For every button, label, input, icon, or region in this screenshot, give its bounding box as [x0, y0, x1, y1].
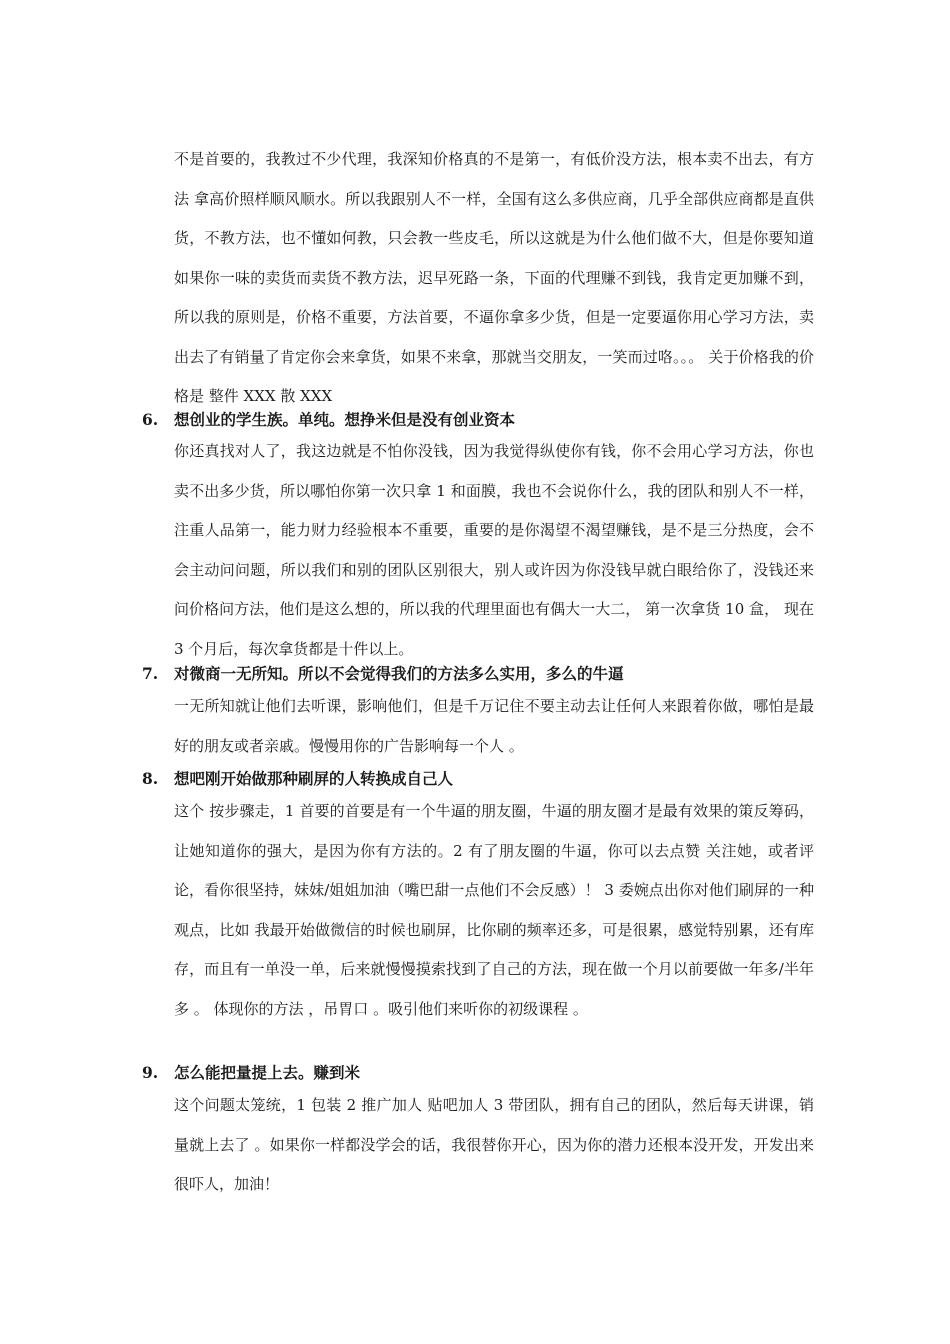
- item-title: 怎么能把量提上去。赚到米: [174, 1063, 361, 1082]
- item-title: 想吧刚开始做那种刷屏的人转换成自己人: [174, 769, 454, 788]
- item-number: 7.: [142, 664, 159, 683]
- item-body-6: 你还真找对人了，我这边就是不怕你没钱，因为我觉得纵使你有钱，你不会用心学习方法，你也卖不出多少货，所以哪怕你第一次只拿 1 和面膜，我也不会说你什么，我的团队和别人不一样，注重人品第一，能力财力经验根本不重要，重要的是你渴望不渴望赚钱，是不是三分热度，会不会主动问问题，所以我们和别的团队区别很大，别人或许因为你没钱早就白眼给你了，没钱还来问价格问方法，他们是这么想的，所以我的代理里面也有偶大一大二， 第一次拿货 10 盒， 现在 3 个月后，每次拿货都是十件以上。: [174, 442, 814, 658]
- item-body-8: 这个 按步骤走，1 首要的首要是有一个牛逼的朋友圈，牛逼的朋友圈才是最有效果的策反筹码，让她知道你的强大，是因为你有方法的。2 有了朋友圈的牛逼，你可以去点赞 关注她，或者评论，看你很坚持，妹妹/姐姐加油（嘴巴甜一点他们不会反感）！ 3 委婉点出你对他们刷屏的一种观点，比如 我最开始做微信的时候也刷屏，比你刷的频率还多，可是很累，感觉特别累，还有库存，而且有一单没一单，后来就慢慢摸索找到了自己的方法，现在做一个月以前要做一年多/半年多 。 体现你的方法 ，吊胃口 。吸引他们来听你的初级课程 。: [174, 802, 814, 1018]
- item-body-9: 这个问题太笼统，1 包装 2 推广加人 贴吧加人 3 带团队，拥有自己的团队，然后每天讲课，销量就上去了 。如果你一样都没学会的话，我很替你开心，因为你的潜力还根本没开发，开发出来很吓人，加油！: [174, 1096, 814, 1193]
- item-number: 8.: [142, 769, 159, 788]
- item-number: 6.: [142, 410, 159, 429]
- item-heading-8: [142, 767, 822, 791]
- item-title: 想创业的学生族。单纯。想挣米但是没有创业资本: [174, 410, 516, 429]
- item-heading-7: [142, 662, 822, 686]
- item-heading-9: [142, 1061, 822, 1085]
- item-title: 对微商一无所知。所以不会觉得我们的方法多么实用，多么的牛逼: [174, 664, 624, 683]
- item-body-7: 一无所知就让他们去听课，影响他们，但是千万记住不要主动去让任何人来跟着你做，哪怕是最好的朋友或者亲戚。慢慢用你的广告影响每一个人 。: [174, 697, 814, 755]
- continuation-paragraph: 不是首要的，我教过不少代理，我深知价格真的不是第一，有低价没方法，根本卖不出去，有方法 拿高价照样顺风顺水。所以我跟别人不一样，全国有这么多供应商，几乎全部供应商都是直供货，不教方法，也不懂如何教，只会教一些皮毛，所以这就是为什么他们做不大，但是你要知道如果你一味的卖货而卖货不教方法，迟早死路一条，下面的代理赚不到钱，我肯定更加赚不到，所以我的原则是，价格不重要，方法首要，不逼你拿多少货，但是一定要逼你用心学习方法，卖出去了有销量了肯定你会来拿货，如果不来拿，那就当交朋友，一笑而过咯。。。 关于价格我的价格是 整件 XXX 散 XXX: [174, 150, 814, 405]
- item-heading-6: [142, 408, 822, 432]
- item-number: 9.: [142, 1063, 159, 1082]
